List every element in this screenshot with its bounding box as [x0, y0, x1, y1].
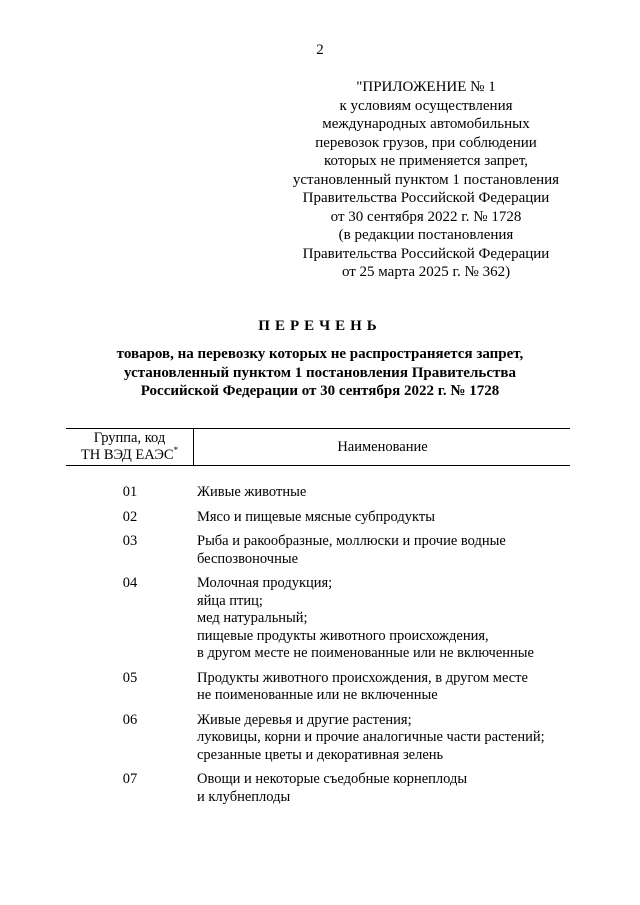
row-name-line: срезанные цветы и декоративная зелень	[197, 746, 444, 763]
table-row	[66, 533, 576, 568]
column-header-name: Наименование	[337, 439, 428, 455]
annex-header	[276, 78, 576, 282]
row-name-line: Молочная продукция;	[197, 575, 333, 591]
row-name	[194, 670, 576, 705]
row-name	[194, 533, 576, 568]
row-code: 02	[122, 508, 138, 525]
annex-line: (в редакции постановления	[338, 227, 514, 243]
list-subtitle-line: Российской Федерации от 30 сентября 2022 г. № 1728	[140, 383, 500, 399]
annex-line: которых не применяется запрет,	[323, 153, 529, 169]
column-header-code-line	[66, 447, 193, 464]
row-name-line: Мясо и пищевые мясные субпродукты	[197, 508, 435, 525]
row-name-line: яйца птиц;	[197, 592, 263, 609]
table-row	[66, 575, 576, 663]
table-row	[66, 771, 576, 806]
row-name	[194, 712, 576, 765]
table-row	[66, 484, 576, 502]
annex-line: от 30 сентября 2022 г. № 1728	[330, 208, 522, 225]
list-subtitle	[0, 345, 640, 401]
row-name-line: в другом месте не поименованные или не включенные	[197, 645, 534, 661]
row-name-line: и клубнеплоды	[197, 788, 291, 805]
page-number: 2	[316, 42, 324, 58]
row-name-line: Продукты животного происхождения, в другом месте	[197, 669, 528, 686]
annex-line: к условиям осуществления	[339, 97, 513, 114]
row-name-line: беспозвоночные	[197, 550, 299, 567]
table-row	[66, 712, 576, 765]
column-header-code-line: Группа, код	[93, 430, 166, 446]
row-name	[194, 484, 576, 502]
goods-table-body	[66, 484, 576, 813]
row-name-line: луковицы, корни и прочие аналогичные части растений;	[197, 729, 545, 745]
row-code: 04	[122, 575, 138, 591]
annex-line: установленный пунктом 1 постановления	[292, 171, 560, 188]
row-code: 01	[122, 484, 138, 500]
row-code: 05	[122, 669, 138, 686]
column-header-code-text: ТН ВЭД ЕАЭС	[80, 447, 174, 463]
row-name-line: пищевые продукты животного происхождения,	[197, 627, 489, 644]
list-title: ПЕРЕЧЕНЬ	[258, 318, 382, 334]
row-name-line: Живые деревья и другие растения;	[197, 711, 412, 728]
row-name	[194, 575, 576, 663]
row-name-line: Живые животные	[197, 484, 307, 500]
table-row	[66, 670, 576, 705]
table-header	[66, 428, 570, 466]
row-code: 03	[122, 533, 138, 549]
annex-line: Правительства Российской Федерации	[302, 190, 550, 206]
annex-line: от 25 марта 2025 г. № 362)	[341, 264, 511, 280]
annex-line: Правительства Российской Федерации	[302, 245, 550, 262]
row-name	[194, 509, 576, 527]
list-subtitle-line: установленный пунктом 1 постановления Правительства	[124, 364, 516, 381]
table-row	[66, 509, 576, 527]
list-subtitle-line: товаров, на перевозку которых не распространяется запрет,	[116, 346, 524, 362]
column-header-code	[66, 429, 194, 465]
row-name	[194, 771, 576, 806]
annex-line: "ПРИЛОЖЕНИЕ № 1	[356, 79, 496, 95]
row-name-line: не поименованные или не включенные	[197, 687, 438, 703]
row-code: 06	[122, 711, 138, 728]
footnote-mark: *	[173, 445, 179, 456]
row-name-line: мед натуральный;	[197, 610, 308, 626]
row-code: 07	[122, 771, 138, 787]
row-name-line: Овощи и некоторые съедобные корнеплоды	[197, 771, 468, 787]
annex-line: международных автомобильных	[322, 116, 530, 132]
annex-line: перевозок грузов, при соблюдении	[315, 134, 537, 151]
row-name-line: Рыба и ракообразные, моллюски и прочие водные	[197, 533, 506, 549]
